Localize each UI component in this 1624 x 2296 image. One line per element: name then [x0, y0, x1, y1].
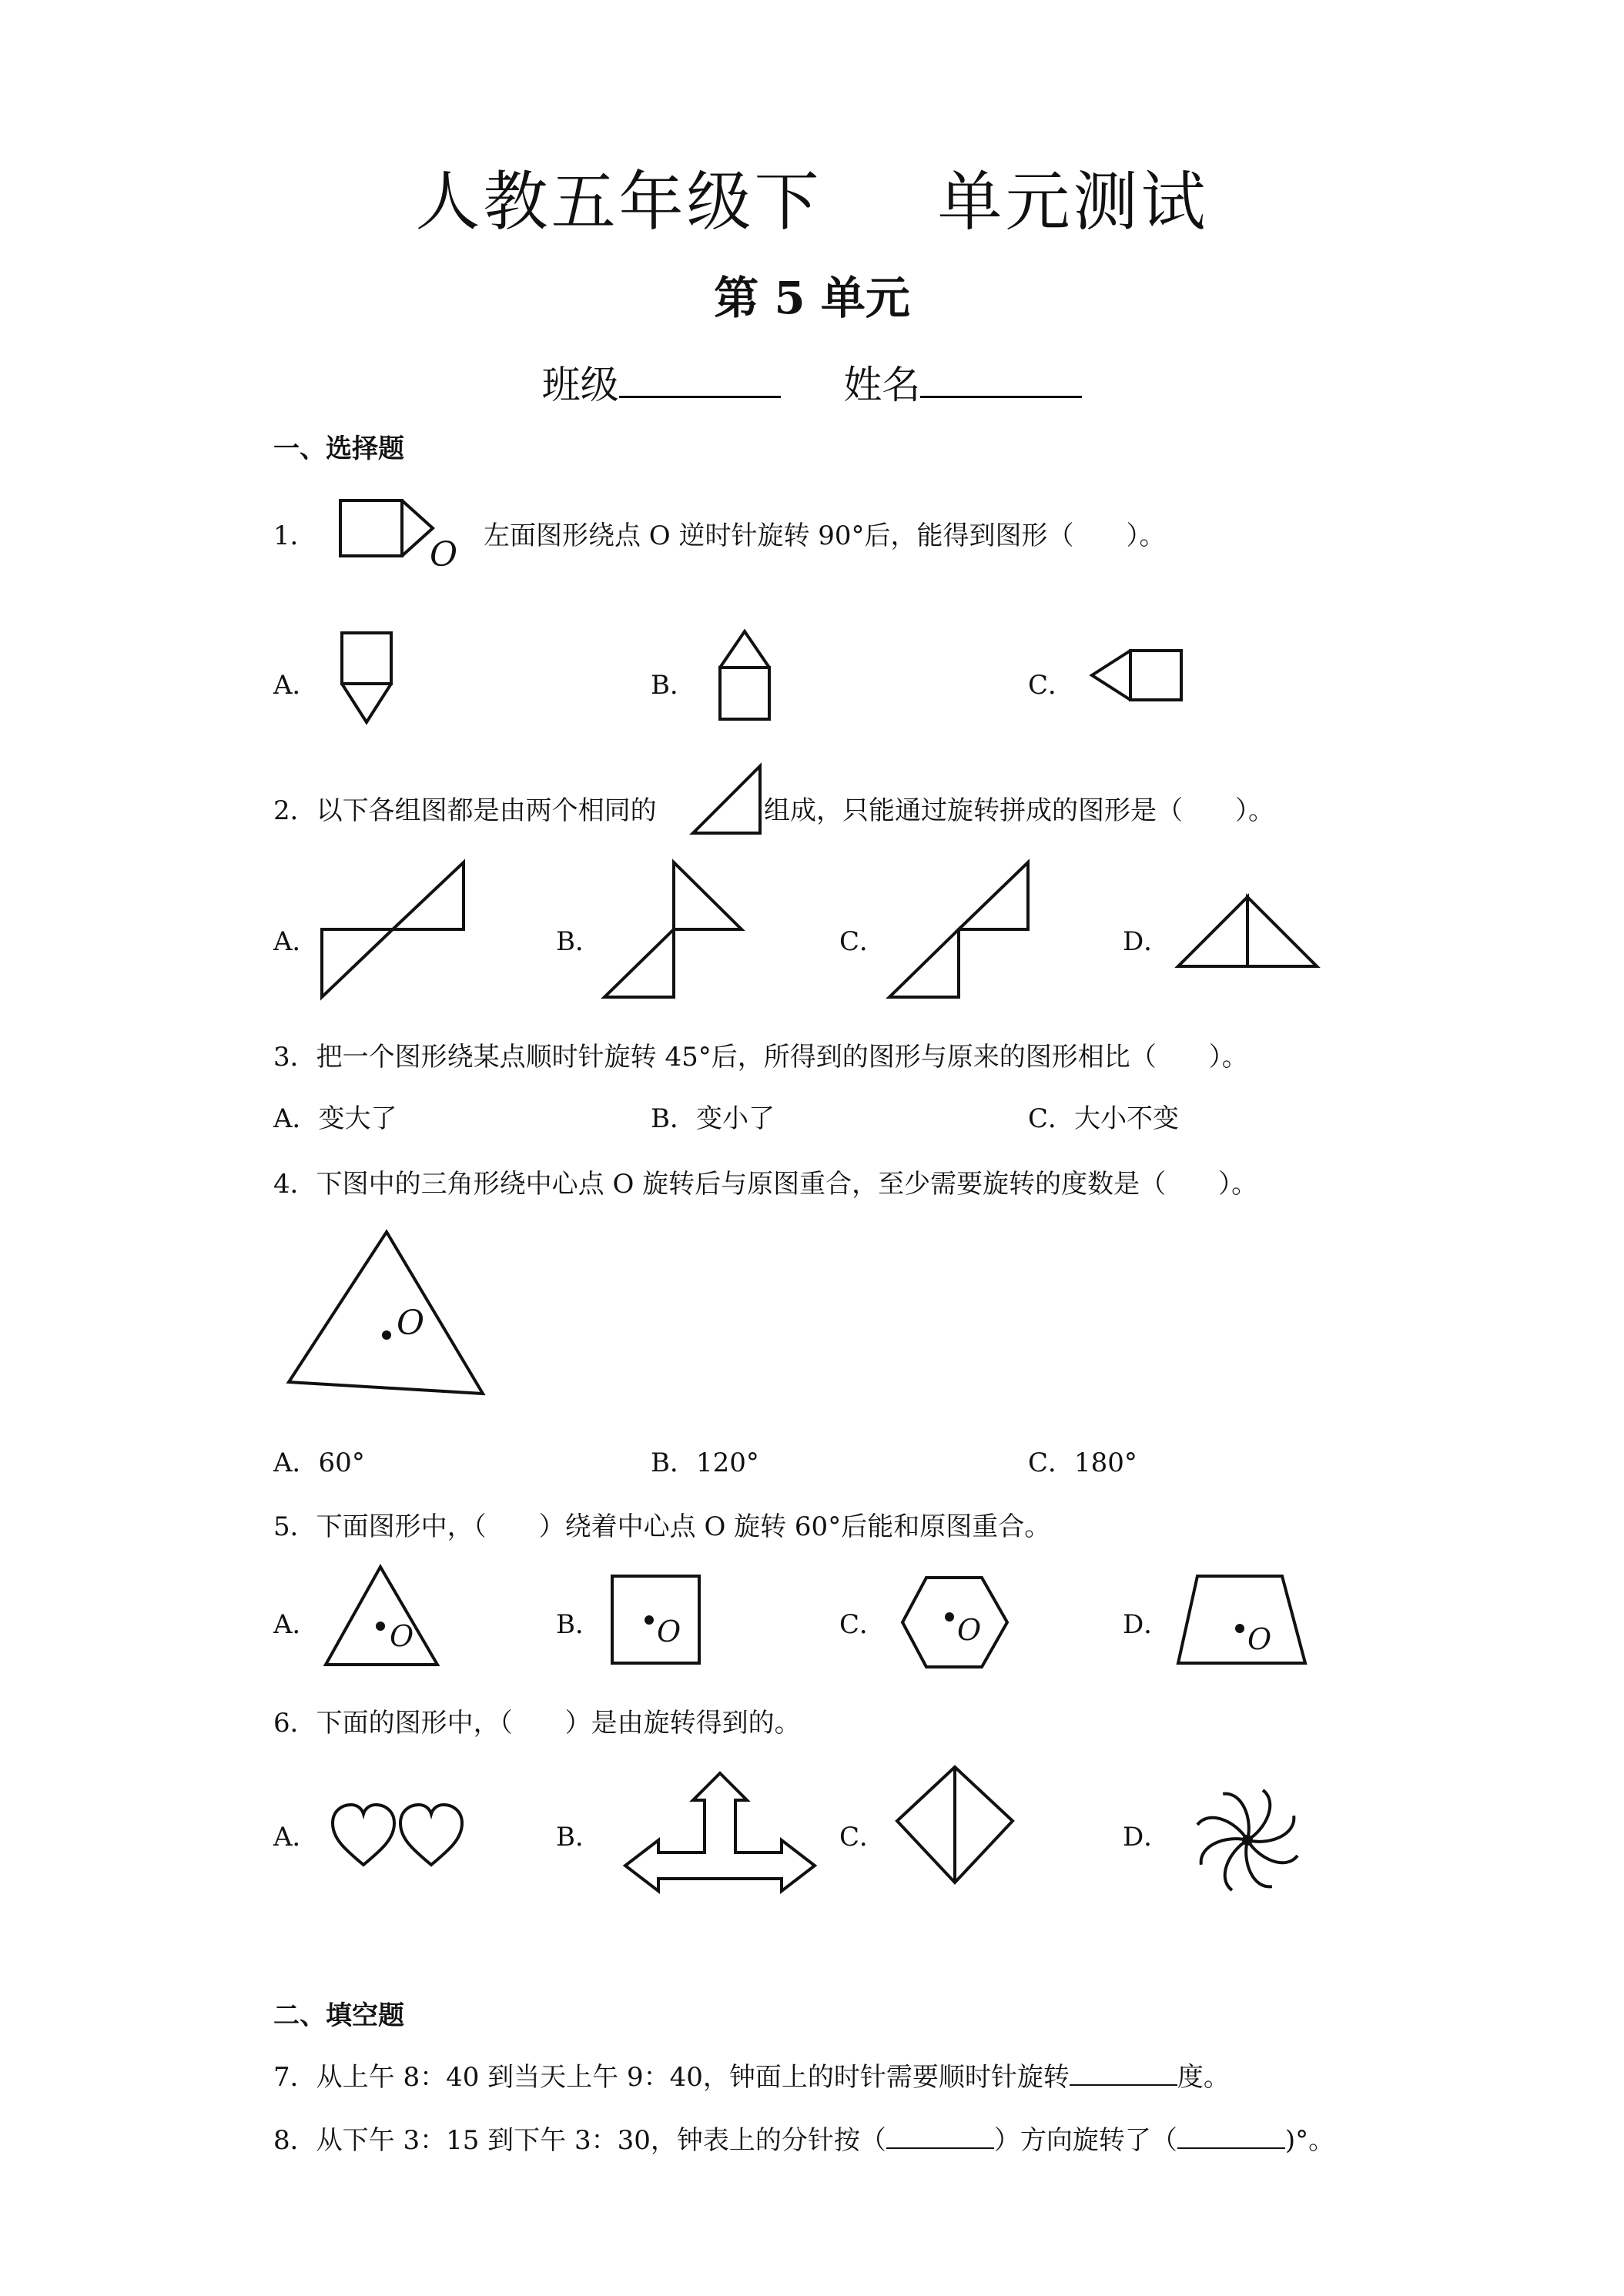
q1-option-c-figure: [1090, 647, 1190, 708]
q2-option-c-figure: [886, 858, 1040, 1005]
q4-triangle-figure: [285, 1228, 489, 1401]
q4-option-a[interactable]: A．60°: [273, 1448, 365, 1478]
q4-option-c[interactable]: C．180°: [1028, 1448, 1137, 1478]
q4-option-b[interactable]: B．120°: [651, 1448, 759, 1478]
title-right: 单元测试: [937, 164, 1209, 239]
q1-option-a-figure: [340, 631, 394, 728]
student-info: [0, 354, 1624, 410]
q1-text: 左面图形绕点 O 逆时针旋转 90°后，能得到图形（ ）。: [484, 520, 1166, 551]
q6-text: 6．下面的图形中，（ ）是由旋转得到的。: [273, 1708, 801, 1739]
q5-option-c[interactable]: C．: [839, 1609, 886, 1640]
q8-text-b: ）方向旋转了（: [993, 2125, 1177, 2156]
page-title: [0, 150, 1624, 243]
q1-number: 1．: [273, 520, 316, 551]
q5-d-o-label: O: [1247, 1622, 1272, 1656]
q2-text-a: 2．以下各组图都是由两个相同的: [273, 795, 657, 826]
q6-option-a-hearts: [330, 1802, 468, 1871]
q5-option-d[interactable]: D．: [1123, 1609, 1170, 1640]
section-heading-choice: 一、选择题: [273, 433, 404, 464]
q5-option-d-figure: [1174, 1572, 1313, 1668]
q1-option-b-figure: [718, 628, 775, 724]
q8-text-c: )°。: [1284, 2125, 1335, 2156]
q2-option-b-figure: [601, 858, 747, 1005]
q5-text: 5．下面图形中，（ ）绕着中心点 O 旋转 60°后能和原图重合。: [273, 1511, 1051, 1542]
section-heading-fill: 二、填空题: [273, 2000, 404, 2031]
q7: [273, 2056, 1230, 2094]
q2-text-b: 组成，只能通过旋转拼成的图形是（ ）。: [764, 795, 1274, 826]
q6-option-c-kite: [893, 1763, 1016, 1890]
q8: [273, 2119, 1334, 2157]
q2-option-a[interactable]: A．: [273, 926, 319, 957]
class-blank[interactable]: [619, 360, 781, 398]
q5-option-a[interactable]: A．: [273, 1609, 319, 1640]
q2-option-b[interactable]: B．: [556, 926, 601, 957]
q6-option-d[interactable]: D．: [1123, 1822, 1170, 1853]
class-label: 班级: [541, 363, 619, 407]
q5-option-c-figure: [899, 1575, 1011, 1671]
q6-option-d-pinwheel: [1190, 1782, 1305, 1898]
q3-text: 3．把一个图形绕某点顺时针旋转 45°后，所得到的图形与原来的图形相比（ ）。: [273, 1042, 1248, 1073]
q7-blank[interactable]: [1070, 2061, 1177, 2086]
q6-option-c[interactable]: C．: [839, 1822, 886, 1853]
q2-option-d-figure: [1174, 893, 1324, 974]
q2-triangle-unit: [689, 762, 766, 839]
name-label: 姓名: [843, 363, 921, 407]
q1-figure: [339, 497, 462, 581]
q5-a-o-label: O: [390, 1619, 414, 1653]
q5-b-o-label: O: [657, 1615, 681, 1648]
q6-option-b-arrows: [616, 1769, 824, 1893]
q6-option-a[interactable]: A．: [273, 1822, 319, 1853]
q8-text-a: 8．从下午 3：15 到下午 3：30，钟表上的分针按（: [273, 2125, 886, 2156]
q1-option-a[interactable]: A．: [273, 670, 319, 701]
q2-option-c[interactable]: C．: [839, 926, 886, 957]
q5-option-a-figure: [322, 1563, 445, 1671]
q2-option-a-figure: [320, 858, 474, 1005]
q3-option-a[interactable]: A．变大了: [273, 1103, 397, 1134]
q5-option-b[interactable]: B．: [556, 1609, 601, 1640]
q3-option-b[interactable]: B．变小了: [651, 1103, 775, 1134]
q8-blank-direction[interactable]: [886, 2124, 994, 2149]
q5-option-b-figure: [608, 1572, 705, 1668]
name-blank[interactable]: [920, 360, 1082, 398]
q5-c-o-label: O: [957, 1613, 982, 1647]
q1-option-b[interactable]: B．: [651, 670, 696, 701]
q7-text-a: 7．从上午 8：40 到当天上午 9：40，钟面上的时针需要顺时针旋转: [273, 2062, 1070, 2093]
q7-text-b: 度。: [1177, 2062, 1230, 2093]
q2-option-d[interactable]: D．: [1123, 926, 1170, 957]
q1-option-c[interactable]: C．: [1028, 670, 1075, 701]
q6-option-b[interactable]: B．: [556, 1822, 601, 1853]
q4-text: 4．下图中的三角形绕中心点 O 旋转后与原图重合，至少需要旋转的度数是（ ）。: [273, 1169, 1258, 1200]
unit-subtitle: 第 5 单元: [714, 272, 910, 324]
title-left: 人教五年级下: [415, 164, 822, 239]
q4-o-label: O: [397, 1304, 425, 1343]
q8-blank-degrees[interactable]: [1177, 2124, 1285, 2149]
q1-o-label: O: [430, 535, 458, 574]
q3-option-c[interactable]: C．大小不变: [1028, 1103, 1180, 1134]
